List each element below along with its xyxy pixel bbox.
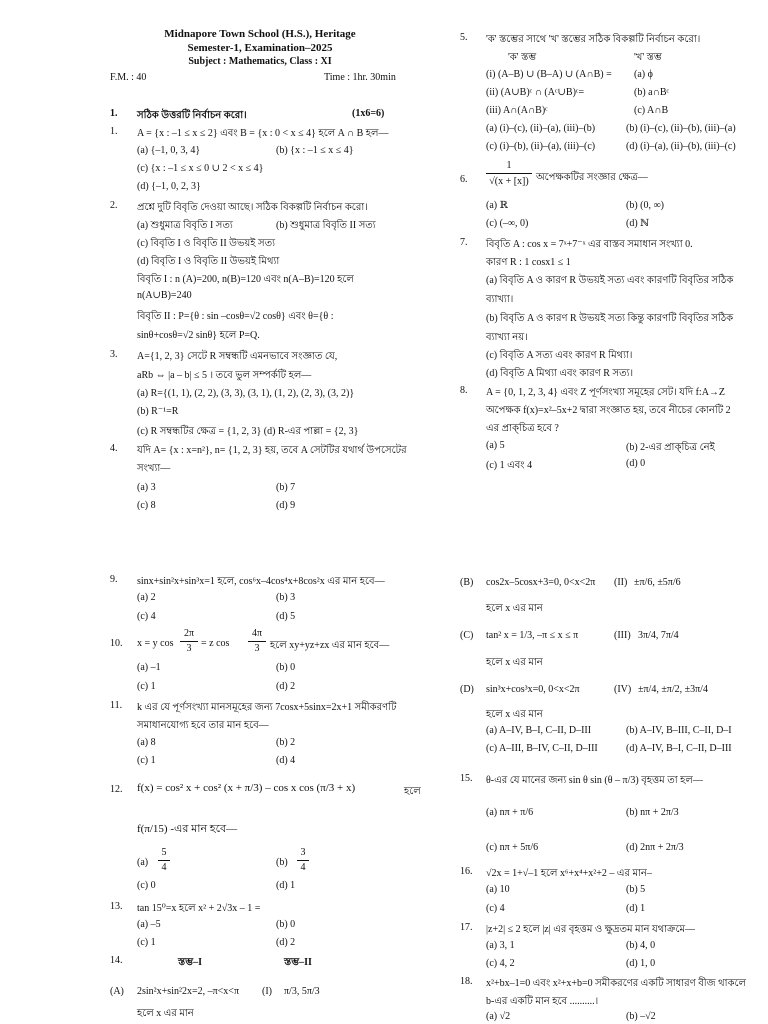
question-text: A={1, 2, 3} সেটে R সম্বন্ধটি এমনভাবে সংজ্ঞাত যে, [137,351,338,362]
question-text: প্রশ্নে দুটি বিবৃতি দেওয়া আছে। সঠিক বিকল্পটি নির্বাচন করো। [137,202,368,213]
option: (a) √2 [486,1011,511,1022]
option: (a) শুধুমাত্র বিবৃতি I সত্য [137,220,233,231]
row-label: (B) [460,577,474,588]
option: (b) 4, 0 [626,940,656,951]
statement-1-cont: n(A∪B)=240 [137,290,192,301]
question-number: 2. [110,200,118,211]
option: (c) {x : –1 ≤ x ≤ 0 ∪ 2 < x ≤ 4} [137,163,264,174]
row-value: 3π/4, 7π/4 [638,630,679,641]
question-text: বিবৃতি A : cos x = 7ˣ+7⁻ˣ এর বাস্তব সমাধান সংখ্যা 0. [486,239,693,250]
question-text-cont: b-এর একটি মান হবে ..........। [486,996,599,1007]
statement-1: বিবৃতি I : n (A)=200, n(B)=120 এবং n(A–B)=120 হলে [137,274,354,285]
question-text-cont: এর প্রাক্‌চিত্র হবে ? [486,423,559,434]
match-row-left: (ii) (A∪B)ᶜ ∩ (Aᶜ∪B)ᶜ= [486,87,585,98]
option: (d) A–IV, B–I, C–II, D–III [626,743,732,754]
option: (b) 0 [276,919,296,930]
option-cont: ব্যাখ্যা নয়। [486,332,528,343]
question-text-cont: f(π/15) -এর মান হবে— [137,823,238,835]
subject-line: Subject : Mathematics, Class : XI [188,56,332,67]
option: (a) 8 [137,737,156,748]
row-number: (IV) [614,684,632,695]
question-number: 10. [110,638,123,649]
option: (c) (–∞, 0) [486,218,529,229]
row-number: (I) [262,986,272,997]
row-number: (III) [614,630,631,641]
option: (d) 1 [276,880,296,891]
option: (a) {–1, 0, 3, 4} [137,145,201,156]
question-text-cont: সংখ্যা— [137,463,171,474]
fraction-numerator: 5 [161,847,167,858]
option: (a) A–IV, B–I, C–II, D–III [486,725,592,736]
option: (a) –5 [137,919,161,930]
option: (d) 2nπ + 2π/3 [626,842,684,853]
question-text: 'ক' স্তম্ভের সাথে 'খ' স্তম্ভের সঠিক বিকল্পটি নির্বাচন করো। [486,34,701,45]
option: (a) 5 [486,440,505,451]
question-text-cont: অপেক্ষক f(x)=x²–5x+2 দ্বারা সংজ্ঞাত হয়, তবে নীচের কোনটি 2 [486,405,731,416]
column-2-header: স্তম্ভ–II [284,957,312,968]
option: (c) বিবৃতি A সত্য এবং কারণ R মিথ্যা। [486,350,633,361]
question-text: x²+bx–1=0 এবং x²+x+b=0 সমীকরণের একটি সাধারণ বীজ থাকলে [486,978,746,989]
question-number: 17. [460,922,473,933]
question-number: 7. [460,237,468,248]
option: (b) 3 [276,592,296,603]
fraction-denominator: 4 [161,862,167,873]
option: (a) R={(1, 1), (2, 2), (3, 3), (3, 1), (1, 2), (2, 3), (3, 2)} [137,388,355,399]
row-note: হলে x এর মান [486,709,543,720]
column-a-header: 'ক' স্তম্ভ [508,52,537,63]
match-row-left: (iii) A∩(A∩B)ᶜ [486,105,548,116]
option: (a) 2 [137,592,156,603]
option: (b) [276,857,288,868]
question-text: k এর যে পূর্ণসংখ্যা মানসমূহের জন্য 7cosx+5sinx=2x+1 সমীকরণটি [137,702,397,713]
option: (d) 9 [276,500,296,511]
option: (b) 2-এর প্রাক্‌চিত্র নেই [626,442,715,453]
fraction-denominator: 3 [186,643,192,654]
option: (d) 1, 0 [626,958,656,969]
question-text: f(x) = cos² x + cos² (x + π/3) – cos x cos (π/3 + x) [137,782,356,794]
option: (d) ℕ [626,218,650,229]
question-number: 12. [110,784,123,795]
question-text-cont: সমাধানযোগ্য হবে তার মান হবে— [137,720,269,731]
option: (d) বিবৃতি I ও বিবৃতি II উভয়ই মিথ্যা [137,256,280,267]
question-number: 6. [460,174,468,185]
option: (c) (i)–(b), (ii)–(a), (iii)–(c) [486,141,596,152]
question-text: |z+2| ≤ 2 হলে |z| এর বৃহত্তম ও ক্ষুদ্রতম মান যথাক্রমে— [486,924,696,935]
match-row-right: (a) ϕ [634,69,653,80]
question-text: θ-এর যে মানের জন্য sin θ sin (θ – π/3) বৃহত্তম তা হল— [486,775,703,786]
fraction-numerator: 1 [506,160,512,171]
option: (a) ℝ [486,200,508,211]
question-number: 5. [460,32,468,43]
fraction-denominator: 3 [254,643,260,654]
option: (b) R⁻¹=R [137,406,179,417]
question-number: 14. [110,955,123,966]
question-text: x = y cos [137,638,174,649]
option: (a) 3, 1 [486,940,515,951]
column-b-header: 'খ' স্তম্ভ [634,52,662,63]
option: (c) A–III, B–IV, C–II, D–III [486,743,598,754]
match-row-right: (b) a∩Bᶜ [634,87,670,98]
option: (b) A–IV, B–III, C–II, D–I [626,725,732,736]
question-number: 13. [110,901,123,912]
question-number: 3. [110,349,118,360]
section-marks: (1x6=6) [352,108,385,119]
option: (d) 0 [626,458,646,469]
question-text: = z cos [201,638,230,649]
match-row-right: (c) A∩B [634,105,669,116]
option: (d) 4 [276,755,296,766]
row-text: 2sin²x+sin²2x=2, –π<x<π [137,986,239,997]
fraction-bar [158,860,170,861]
question-number: 4. [110,443,118,454]
fraction-bar [486,173,532,174]
question-number: 18. [460,976,473,987]
option: (b) –√2 [626,1011,656,1022]
option: (d) 5 [276,611,296,622]
statement-2: বিবৃতি II : P={θ : sin –cosθ=√2 cosθ} এবং θ={θ : [137,311,334,322]
fraction-denominator: √(x + [x]) [489,176,529,187]
question-text: যদি A= {x : x=n²}, n= {1, 2, 3} হয়, তবে A সেটটির যথার্থ উপসেটের [137,445,407,456]
question-text-cont: কারণ R : 1 cosx1 ≤ 1 [486,257,571,268]
question-number: 15. [460,773,473,784]
fraction-numerator: 2π [183,628,195,639]
option: (d) বিবৃতি A মিথ্যা এবং কারণ R সত্য। [486,368,634,379]
option: (c) 8 [137,500,156,511]
row-label: (C) [460,630,474,641]
fraction-bar [180,641,198,642]
option: (c) 1 [137,937,156,948]
option: (d) {–1, 0, 2, 3} [137,181,201,192]
row-text: tan² x = 1/3, –π ≤ x ≤ π [486,630,579,641]
option: (d) 2 [276,937,296,948]
match-row-left: (i) (A–B) ∪ (B–A) ∪ (A∩B) = [486,69,612,80]
question-text: sinx+sin²x+sin³x=1 হলে, cos⁶x–4cos⁴x+8cos²x এর মান হবে— [137,576,385,587]
question-text: A = {x : –1 ≤ x ≤ 2} এবং B = {x : 0 < x ≤ 4} হলে A ∩ B হল— [137,128,389,139]
option: (a) nπ + π/6 [486,807,534,818]
row-note: হলে x এর মান [137,1008,194,1019]
question-number: 16. [460,866,473,877]
row-number: (II) [614,577,628,588]
option: (b) শুধুমাত্র বিবৃতি II সত্য [276,220,376,231]
question-text: হলে xy+yz+zx এর মান হবে— [270,640,390,651]
option: (b) 2 [276,737,296,748]
question-text: অপেক্ষকটির সংজ্ঞার ক্ষেত্র— [536,172,648,183]
option: (d) 2 [276,681,296,692]
row-note: হলে x এর মান [486,603,543,614]
row-label: (A) [110,986,124,997]
column-1-header: স্তম্ভ–I [178,957,202,968]
option: (c) 4 [486,903,505,914]
row-label: (D) [460,684,474,695]
fraction-numerator: 3 [300,847,306,858]
option: (b) {x : –1 ≤ x ≤ 4} [276,145,354,156]
question-text: tan 15⁰=x হলে x² + 2√3x – 1 = [137,903,261,914]
option: (b) 0 [276,662,296,673]
option: (a) বিবৃতি A ও কারণ R উভয়ই সত্য এবং কারণটি বিবৃতির সঠিক [486,275,734,286]
semester-line: Semester-1, Examination–2025 [187,42,333,54]
option: (a) 3 [137,482,156,493]
row-value: π/3, 5π/3 [284,986,320,997]
option: (d) 1 [626,903,646,914]
option: (c) R সম্বন্ধটির ক্ষেত্র = {1, 2, 3} (d) R-এর পাল্লা = {2, 3} [137,426,359,437]
time-allowed: Time : 1hr. 30min [324,72,396,83]
option: (b) nπ + 2π/3 [626,807,679,818]
option: (c) 4, 2 [486,958,515,969]
option: (b) (0, ∞) [626,200,664,211]
question-text: A = {0, 1, 2, 3, 4} এবং Z পূর্ণসংখ্যা সমূহের সেট। যদি f:A→Z [486,387,726,398]
row-text: cos2x–5cosx+3=0, 0<x<2π [486,577,596,588]
full-marks: F.M. : 40 [110,72,147,83]
question-text-cont: aRb ⇔ |a – b| ≤ 5 । তবে ভুল সম্পর্কটি হল— [137,370,312,381]
option: (c) 4 [137,611,156,622]
option: (b) 5 [626,884,646,895]
row-text: sin³x+cos³x=0, 0<x<2π [486,684,580,695]
row-note: হলে x এর মান [486,657,543,668]
question-number: 9. [110,574,118,585]
question-number: 11. [110,700,123,711]
section-number: 1. [110,108,118,119]
option: (c) 1 এবং 4 [486,460,533,471]
option: (c) 1 [137,755,156,766]
option: (c) 1 [137,681,156,692]
fraction-bar [248,641,266,642]
option: (c) nπ + 5π/6 [486,842,539,853]
option: (a) –1 [137,662,161,673]
school-name: Midnapore Town School (H.S.), Heritage [164,28,356,40]
option: (a) 10 [486,884,510,895]
option: (c) বিবৃতি I ও বিবৃতি II উভয়ই সত্য [137,238,276,249]
question-number: 8. [460,385,468,396]
question-number: 1. [110,126,118,137]
option: (d) (i)–(a), (ii)–(b), (iii)–(c) [626,141,736,152]
option: (a) [137,857,149,868]
fraction-denominator: 4 [300,862,306,873]
row-value: ±π/4, ±π/2, ±3π/4 [638,684,708,695]
fraction-bar [297,860,309,861]
option: (b) 7 [276,482,296,493]
fraction-numerator: 4π [251,628,263,639]
option: (a) (i)–(c), (ii)–(a), (iii)–(b) [486,123,596,134]
option: (c) 0 [137,880,156,891]
option-cont: ব্যাখ্যা। [486,294,514,305]
question-text: হলে [404,786,421,797]
option: (b) বিবৃতি A ও কারণ R উভয়ই সত্য কিন্তু কারণটি বিবৃতির সঠিক [486,313,734,324]
row-value: ±π/6, ±5π/6 [634,577,681,588]
section-title: সঠিক উত্তরটি নির্বাচন করো। [137,110,247,121]
statement-2-cont: sinθ+cosθ=√2 sinθ} হলে P=Q. [137,330,260,341]
question-text: √2x = 1+√–1 হলে x⁶+x⁴+x²+2 – এর মান– [486,868,652,879]
option: (b) (i)–(c), (ii)–(b), (iii)–(a) [626,123,736,134]
